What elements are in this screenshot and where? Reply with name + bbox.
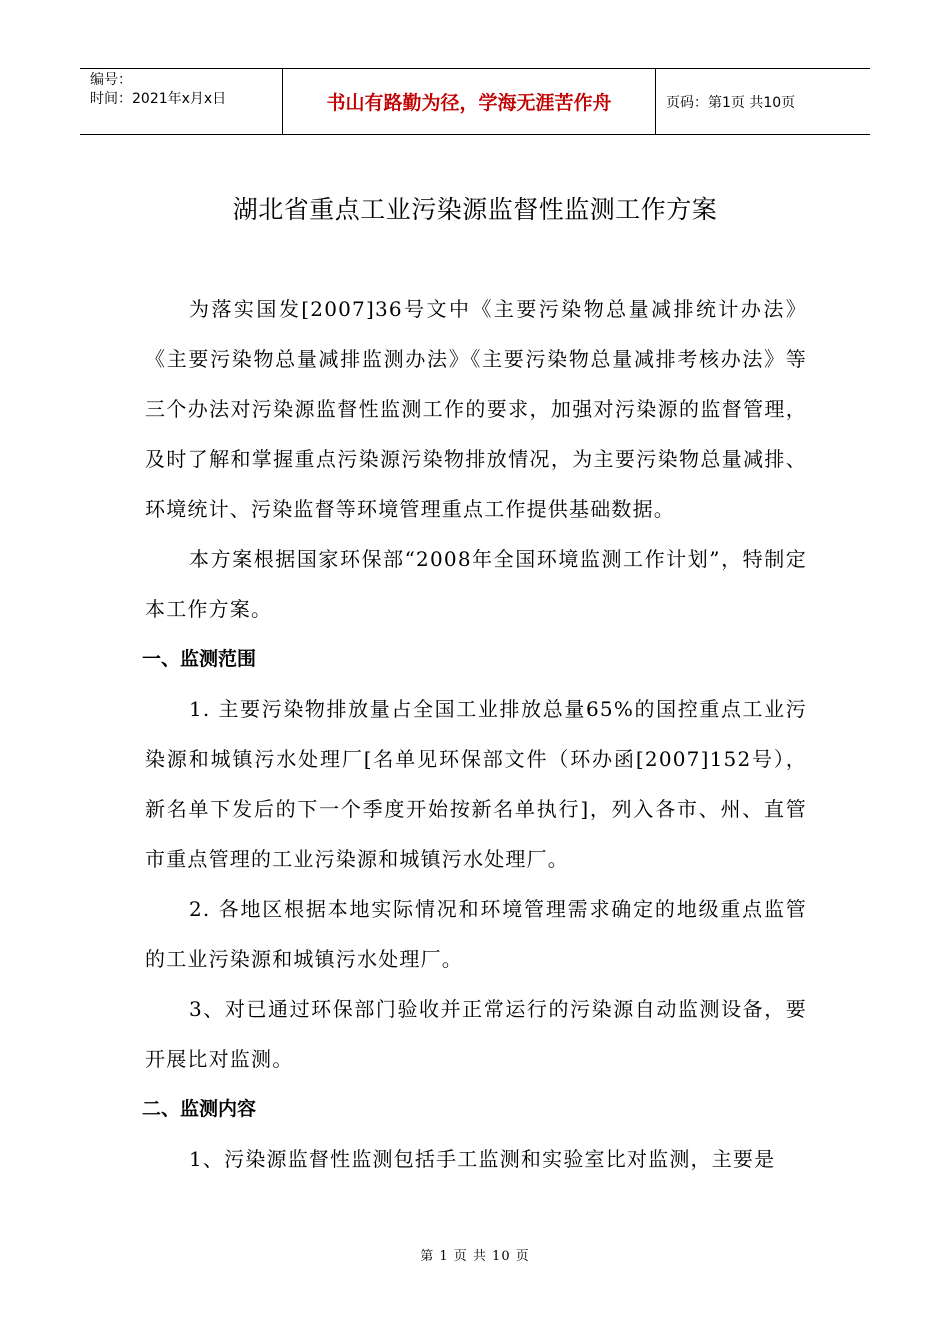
document-body [142, 284, 807, 1184]
header-motto: 书山有路勤为径，学海无涯苦作舟 [282, 69, 656, 134]
header-time: 时间：2021年x月x日 [90, 91, 227, 107]
section-heading-content: 二、监测内容 [142, 1098, 257, 1120]
header-number: 编号： [90, 72, 132, 88]
page-footer: 第 1 页 共 10 页 [420, 1249, 530, 1264]
document-title: 湖北省重点工业污染源监督性监测工作方案 [232, 195, 718, 224]
paragraph-scope-1: 1. 主要污染物排放量占全国工业排放总量65%的国控重点工业污染源和城镇污水处理厂[名单见环保部文件（环办函[2007]152号），新名单下发后的下一个季度开始按新名单执行]，列入各市、州、直管市重点管理的工业污染源和城镇污水处理厂。 [145, 697, 807, 871]
header-meta [80, 69, 282, 134]
paragraph-intro: 为落实国发[2007]36号文中《主要污染物总量减排统计办法》《主要污染物总量减排监测办法》《主要污染物总量减排考核办法》等三个办法对污染源监督性监测工作的要求，加强对污染源的监督管理，及时了解和掌握重点污染源污染物排放情况，为主要污染物总量减排、环境统计、污染监督等环境管理重点工作提供基础数据。 [145, 297, 807, 521]
document-header [80, 68, 870, 135]
section-heading-scope: 一、监测范围 [142, 648, 257, 670]
paragraph-content-1: 1、污染源监督性监测包括手工监测和实验室比对监测，主要是 [189, 1147, 776, 1171]
paragraph-scope-2: 2. 各地区根据本地实际情况和环境管理需求确定的地级重点监管的工业污染源和城镇污水处理厂。 [145, 897, 807, 971]
paragraph-scope-3: 3、对已通过环保部门验收并正常运行的污染源自动监测设备，要开展比对监测。 [145, 997, 807, 1071]
header-page-info: 页码：第1页 共10页 [666, 94, 796, 111]
paragraph-basis: 本方案根据国家环保部“2008年全国环境监测工作计划”，特制定本工作方案。 [145, 547, 807, 621]
